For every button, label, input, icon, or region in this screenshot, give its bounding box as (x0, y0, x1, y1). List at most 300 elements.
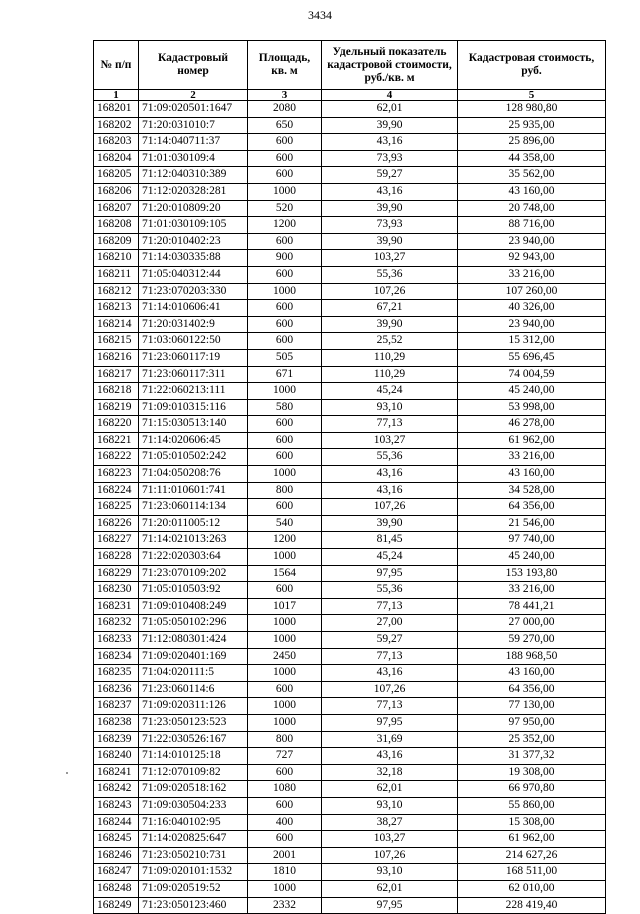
area-value: 600 (248, 831, 322, 848)
table-row (94, 731, 606, 748)
cadastral-number: 71:12:040310:389 (139, 167, 248, 184)
cost-value: 97 950,00 (458, 714, 606, 731)
row-number: 168214 (94, 316, 139, 333)
area-value: 600 (248, 300, 322, 317)
cadastral-number: 71:14:010606:41 (139, 300, 248, 317)
cadastral-number: 71:09:010315:116 (139, 399, 248, 416)
row-number: 168210 (94, 250, 139, 267)
rate-value: 43,16 (322, 183, 458, 200)
rate-value: 25,52 (322, 333, 458, 350)
table-body (94, 101, 606, 914)
rate-value: 32,18 (322, 764, 458, 781)
table-row (94, 333, 606, 350)
table-row (94, 598, 606, 615)
rate-value: 43,16 (322, 748, 458, 765)
row-number: 168224 (94, 482, 139, 499)
area-value: 600 (248, 681, 322, 698)
row-number: 168220 (94, 416, 139, 433)
column-number-row (94, 90, 606, 101)
cost-value: 34 528,00 (458, 482, 606, 499)
cost-value: 46 278,00 (458, 416, 606, 433)
row-number: 168225 (94, 499, 139, 516)
rate-value: 97,95 (322, 897, 458, 914)
table-row (94, 283, 606, 300)
cost-value: 43 160,00 (458, 183, 606, 200)
column-number: 4 (322, 90, 458, 101)
rate-value: 27,00 (322, 615, 458, 632)
area-value: 600 (248, 797, 322, 814)
area-value: 600 (248, 764, 322, 781)
cost-value: 228 419,40 (458, 897, 606, 914)
area-value: 580 (248, 399, 322, 416)
table-row (94, 665, 606, 682)
row-number: 168249 (94, 897, 139, 914)
row-number: 168237 (94, 698, 139, 715)
cost-value: 214 627,26 (458, 847, 606, 864)
rate-value: 93,10 (322, 864, 458, 881)
rate-value: 77,13 (322, 416, 458, 433)
area-value: 600 (248, 150, 322, 167)
table-row (94, 300, 606, 317)
cost-value: 78 441,21 (458, 598, 606, 615)
cadastral-number: 71:14:010125:18 (139, 748, 248, 765)
rate-value: 110,29 (322, 366, 458, 383)
cost-value: 74 004,59 (458, 366, 606, 383)
area-value: 800 (248, 731, 322, 748)
row-number: 168247 (94, 864, 139, 881)
table-row (94, 648, 606, 665)
area-value: 600 (248, 499, 322, 516)
row-number: 168201 (94, 101, 139, 118)
cadastral-number: 71:23:070109:202 (139, 565, 248, 582)
cadastral-number: 71:20:031402:9 (139, 316, 248, 333)
table-row (94, 797, 606, 814)
cost-value: 25 896,00 (458, 134, 606, 151)
column-number: 1 (94, 90, 139, 101)
cadastral-number: 71:23:060117:311 (139, 366, 248, 383)
table-row (94, 814, 606, 831)
rate-value: 39,90 (322, 316, 458, 333)
cadastral-number: 71:23:060114:134 (139, 499, 248, 516)
rate-value: 59,27 (322, 632, 458, 649)
cost-value: 20 748,00 (458, 200, 606, 217)
cadastral-number: 71:09:020518:162 (139, 781, 248, 798)
row-number: 168233 (94, 632, 139, 649)
row-number: 168212 (94, 283, 139, 300)
rate-value: 97,95 (322, 714, 458, 731)
cadastral-number: 71:12:070109:82 (139, 764, 248, 781)
table-row (94, 781, 606, 798)
area-value: 650 (248, 117, 322, 134)
cadastral-number: 71:09:010408:249 (139, 598, 248, 615)
table-row (94, 714, 606, 731)
cadastral-number: 71:14:021013:263 (139, 532, 248, 549)
row-number: 168211 (94, 266, 139, 283)
cadastral-register-table (93, 40, 606, 914)
area-value: 1000 (248, 665, 322, 682)
cadastral-number: 71:14:040711:37 (139, 134, 248, 151)
row-number: 168239 (94, 731, 139, 748)
cost-value: 64 356,00 (458, 499, 606, 516)
cadastral-number: 71:16:040102:95 (139, 814, 248, 831)
row-number: 168248 (94, 880, 139, 897)
area-value: 2450 (248, 648, 322, 665)
rate-value: 81,45 (322, 532, 458, 549)
area-value: 1000 (248, 632, 322, 649)
cost-value: 62 010,00 (458, 880, 606, 897)
rate-value: 93,10 (322, 797, 458, 814)
cost-value: 19 308,00 (458, 764, 606, 781)
table-row (94, 549, 606, 566)
rate-value: 77,13 (322, 698, 458, 715)
area-value: 400 (248, 814, 322, 831)
cost-value: 53 998,00 (458, 399, 606, 416)
cost-value: 88 716,00 (458, 217, 606, 234)
rate-value: 45,24 (322, 383, 458, 400)
table-row (94, 482, 606, 499)
cadastral-number: 71:22:060213:111 (139, 383, 248, 400)
row-number: 168222 (94, 449, 139, 466)
cadastral-number: 71:03:060122:50 (139, 333, 248, 350)
table-row (94, 748, 606, 765)
header-num: № п/п (94, 41, 139, 90)
cost-value: 23 940,00 (458, 316, 606, 333)
row-number: 168223 (94, 466, 139, 483)
area-value: 1080 (248, 781, 322, 798)
rate-value: 59,27 (322, 167, 458, 184)
cost-value: 55 696,45 (458, 349, 606, 366)
cost-value: 40 326,00 (458, 300, 606, 317)
row-number: 168227 (94, 532, 139, 549)
cadastral-number: 71:05:010503:92 (139, 582, 248, 599)
area-value: 1200 (248, 532, 322, 549)
area-value: 600 (248, 449, 322, 466)
cadastral-number: 71:12:080301:424 (139, 632, 248, 649)
rate-value: 77,13 (322, 648, 458, 665)
cadastral-number: 71:12:020328:281 (139, 183, 248, 200)
table-row (94, 582, 606, 599)
cost-value: 25 935,00 (458, 117, 606, 134)
table-row (94, 134, 606, 151)
rate-value: 38,27 (322, 814, 458, 831)
rate-value: 62,01 (322, 781, 458, 798)
cost-value: 33 216,00 (458, 449, 606, 466)
cadastral-number: 71:20:011005:12 (139, 515, 248, 532)
cost-value: 15 312,00 (458, 333, 606, 350)
table-header (94, 41, 606, 101)
cadastral-number: 71:09:020519:52 (139, 880, 248, 897)
row-number: 168241 (94, 764, 139, 781)
rate-value: 107,26 (322, 847, 458, 864)
cost-value: 64 356,00 (458, 681, 606, 698)
cost-value: 168 511,00 (458, 864, 606, 881)
table-row (94, 416, 606, 433)
area-value: 505 (248, 349, 322, 366)
cadastral-number: 71:11:010601:741 (139, 482, 248, 499)
table-row (94, 864, 606, 881)
row-number: 168238 (94, 714, 139, 731)
area-value: 1000 (248, 615, 322, 632)
area-value: 671 (248, 366, 322, 383)
cadastral-number: 71:09:020401:169 (139, 648, 248, 665)
area-value: 1810 (248, 864, 322, 881)
table-row (94, 200, 606, 217)
cost-value: 35 562,00 (458, 167, 606, 184)
area-value: 600 (248, 316, 322, 333)
table-row (94, 698, 606, 715)
table-row (94, 515, 606, 532)
column-number: 5 (458, 90, 606, 101)
area-value: 2332 (248, 897, 322, 914)
table-row (94, 167, 606, 184)
rate-value: 55,36 (322, 582, 458, 599)
cost-value: 44 358,00 (458, 150, 606, 167)
cost-value: 61 962,00 (458, 831, 606, 848)
rate-value: 43,16 (322, 482, 458, 499)
cost-value: 66 970,80 (458, 781, 606, 798)
area-value: 1017 (248, 598, 322, 615)
row-number: 168202 (94, 117, 139, 134)
row-number: 168232 (94, 615, 139, 632)
table-row (94, 615, 606, 632)
rate-value: 107,26 (322, 499, 458, 516)
page-number: 3434 (308, 8, 332, 22)
rate-value: 107,26 (322, 681, 458, 698)
row-number: 168215 (94, 333, 139, 350)
cadastral-number: 71:14:030335:88 (139, 250, 248, 267)
row-number: 168242 (94, 781, 139, 798)
row-number: 168244 (94, 814, 139, 831)
row-number: 168213 (94, 300, 139, 317)
header-cadastral: Кадастровый номер (139, 41, 248, 90)
cost-value: 128 980,80 (458, 101, 606, 118)
area-value: 900 (248, 250, 322, 267)
rate-value: 39,90 (322, 233, 458, 250)
column-number: 2 (139, 90, 248, 101)
table-row (94, 449, 606, 466)
area-value: 600 (248, 167, 322, 184)
row-number: 168236 (94, 681, 139, 698)
cost-value: 107 260,00 (458, 283, 606, 300)
table-row (94, 632, 606, 649)
row-number: 168231 (94, 598, 139, 615)
row-number: 168234 (94, 648, 139, 665)
rate-value: 103,27 (322, 432, 458, 449)
table-row (94, 897, 606, 914)
rate-value: 77,13 (322, 598, 458, 615)
area-value: 1000 (248, 183, 322, 200)
area-value: 1000 (248, 880, 322, 897)
row-number: 168208 (94, 217, 139, 234)
cost-value: 153 193,80 (458, 565, 606, 582)
table-row (94, 847, 606, 864)
area-value: 520 (248, 200, 322, 217)
cadastral-number: 71:20:010809:20 (139, 200, 248, 217)
cadastral-number: 71:09:030504:233 (139, 797, 248, 814)
cost-value: 188 968,50 (458, 648, 606, 665)
row-number: 168216 (94, 349, 139, 366)
row-number: 168203 (94, 134, 139, 151)
cost-value: 55 860,00 (458, 797, 606, 814)
cadastral-number: 71:05:010502:242 (139, 449, 248, 466)
cadastral-number: 71:20:010402:23 (139, 233, 248, 250)
rate-value: 43,16 (322, 466, 458, 483)
row-number: 168229 (94, 565, 139, 582)
area-value: 1200 (248, 217, 322, 234)
area-value: 600 (248, 266, 322, 283)
area-value: 800 (248, 482, 322, 499)
row-number: 168235 (94, 665, 139, 682)
scan-speck (66, 772, 68, 774)
area-value: 2080 (248, 101, 322, 118)
rate-value: 39,90 (322, 200, 458, 217)
table-row (94, 117, 606, 134)
cadastral-number: 71:01:030109:4 (139, 150, 248, 167)
table-row (94, 499, 606, 516)
row-number: 168209 (94, 233, 139, 250)
row-number: 168217 (94, 366, 139, 383)
cadastral-number: 71:01:030109:105 (139, 217, 248, 234)
table-row (94, 466, 606, 483)
row-number: 168228 (94, 549, 139, 566)
cadastral-number: 71:23:060117:19 (139, 349, 248, 366)
table-row (94, 383, 606, 400)
cadastral-number: 71:09:020311:126 (139, 698, 248, 715)
table-row (94, 101, 606, 118)
row-number: 168230 (94, 582, 139, 599)
header-area: Площадь, кв. м (248, 41, 322, 90)
rate-value: 62,01 (322, 880, 458, 897)
row-number: 168205 (94, 167, 139, 184)
area-value: 540 (248, 515, 322, 532)
area-value: 1000 (248, 714, 322, 731)
header-rate: Удельный показатель кадастровой стоимости, руб./кв. м (322, 41, 458, 90)
row-number: 168245 (94, 831, 139, 848)
cost-value: 92 943,00 (458, 250, 606, 267)
cost-value: 23 940,00 (458, 233, 606, 250)
row-number: 168221 (94, 432, 139, 449)
rate-value: 110,29 (322, 349, 458, 366)
cost-value: 97 740,00 (458, 532, 606, 549)
cadastral-number: 71:04:050208:76 (139, 466, 248, 483)
area-value: 600 (248, 333, 322, 350)
rate-value: 103,27 (322, 250, 458, 267)
cost-value: 33 216,00 (458, 582, 606, 599)
table-row (94, 250, 606, 267)
table-row (94, 764, 606, 781)
table-row (94, 233, 606, 250)
cadastral-number: 71:20:031010:7 (139, 117, 248, 134)
area-value: 2001 (248, 847, 322, 864)
row-number: 168246 (94, 847, 139, 864)
cost-value: 61 962,00 (458, 432, 606, 449)
table-row (94, 316, 606, 333)
rate-value: 62,01 (322, 101, 458, 118)
area-value: 1000 (248, 466, 322, 483)
rate-value: 43,16 (322, 134, 458, 151)
cost-value: 59 270,00 (458, 632, 606, 649)
cadastral-number: 71:23:060114:6 (139, 681, 248, 698)
cadastral-number: 71:14:020606:45 (139, 432, 248, 449)
rate-value: 31,69 (322, 731, 458, 748)
area-value: 1000 (248, 698, 322, 715)
cadastral-number: 71:04:020111:5 (139, 665, 248, 682)
row-number: 168218 (94, 383, 139, 400)
area-value: 600 (248, 582, 322, 599)
cost-value: 33 216,00 (458, 266, 606, 283)
cost-value: 45 240,00 (458, 383, 606, 400)
cadastral-number: 71:05:050102:296 (139, 615, 248, 632)
table-row (94, 217, 606, 234)
cadastral-number: 71:23:050123:523 (139, 714, 248, 731)
cost-value: 77 130,00 (458, 698, 606, 715)
cadastral-number: 71:23:050123:460 (139, 897, 248, 914)
row-number: 168240 (94, 748, 139, 765)
row-number: 168204 (94, 150, 139, 167)
table-row (94, 831, 606, 848)
cost-value: 45 240,00 (458, 549, 606, 566)
cadastral-number: 71:23:070203:330 (139, 283, 248, 300)
header-cost: Кадастровая стоимость, руб. (458, 41, 606, 90)
rate-value: 43,16 (322, 665, 458, 682)
cost-value: 15 308,00 (458, 814, 606, 831)
table-row (94, 266, 606, 283)
cadastral-number: 71:15:030513:140 (139, 416, 248, 433)
rate-value: 67,21 (322, 300, 458, 317)
cadastral-number: 71:22:030526:167 (139, 731, 248, 748)
row-number: 168207 (94, 200, 139, 217)
cadastral-number: 71:23:050210:731 (139, 847, 248, 864)
area-value: 600 (248, 432, 322, 449)
cadastral-number: 71:14:020825:647 (139, 831, 248, 848)
table-row (94, 681, 606, 698)
rate-value: 103,27 (322, 831, 458, 848)
area-value: 1564 (248, 565, 322, 582)
table-row (94, 183, 606, 200)
rate-value: 97,95 (322, 565, 458, 582)
cost-value: 21 546,00 (458, 515, 606, 532)
area-value: 600 (248, 233, 322, 250)
area-value: 600 (248, 134, 322, 151)
row-number: 168243 (94, 797, 139, 814)
rate-value: 45,24 (322, 549, 458, 566)
column-number: 3 (248, 90, 322, 101)
cost-value: 31 377,32 (458, 748, 606, 765)
cadastral-number: 71:05:040312:44 (139, 266, 248, 283)
cost-value: 43 160,00 (458, 665, 606, 682)
rate-value: 39,90 (322, 117, 458, 134)
cost-value: 43 160,00 (458, 466, 606, 483)
row-number: 168226 (94, 515, 139, 532)
rate-value: 73,93 (322, 217, 458, 234)
cadastral-number: 71:22:020303:64 (139, 549, 248, 566)
rate-value: 55,36 (322, 266, 458, 283)
cadastral-number: 71:09:020501:1647 (139, 101, 248, 118)
table-row (94, 150, 606, 167)
table-row (94, 532, 606, 549)
table-row (94, 565, 606, 582)
rate-value: 93,10 (322, 399, 458, 416)
header-row (94, 41, 606, 90)
cost-value: 27 000,00 (458, 615, 606, 632)
area-value: 1000 (248, 283, 322, 300)
table-row (94, 399, 606, 416)
table-row (94, 880, 606, 897)
rate-value: 107,26 (322, 283, 458, 300)
table-row (94, 349, 606, 366)
area-value: 600 (248, 416, 322, 433)
cost-value: 25 352,00 (458, 731, 606, 748)
